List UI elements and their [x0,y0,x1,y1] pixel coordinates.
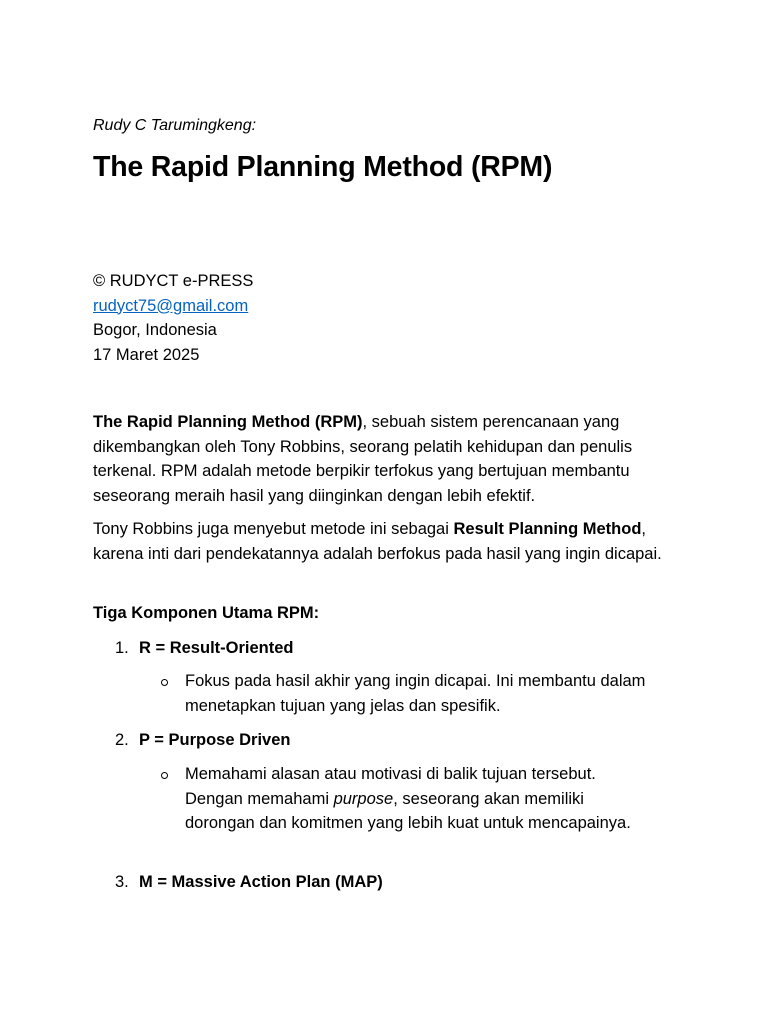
sub-bullet-pre: Memahami alasan atau motivasi di balik tujuan tersebut. Dengan memahami [185,765,596,808]
list-label: P = Purpose Driven [139,731,291,749]
section-heading: Tiga Komponen Utama RPM: [93,604,320,622]
second-text: , karena inti dari pendekatannya adalah berfokus pada hasil yang ingin dicapai. [93,520,662,563]
author-line: Rudy C Tarumingkeng: [93,117,257,134]
page-title: The Rapid Planning Method (RPM) [93,151,553,183]
location-line: Bogor, Indonesia [93,321,217,339]
intro-paragraph [93,410,683,508]
sub-bullet-text: Fokus pada hasil akhir yang ingin dicapai. Ini membantu dalam menetapkan tujuan yang jelas dan spesifik. [185,672,646,715]
list-number: 3. [115,873,129,891]
second-paragraph [93,517,683,566]
intro-bold-term: The Rapid Planning Method (RPM) [93,413,363,431]
sub-bullet-text [185,762,655,836]
circle-bullet-icon [161,679,168,686]
sub-bullet-rest: , seseorang akan memiliki dorongan dan komitmen yang lebih kuat untuk mencapainya. [185,789,631,832]
list-number: 2. [115,731,129,749]
email-link[interactable]: rudyct75@gmail.com [93,296,249,315]
second-bold-term: Result Planning Method [453,520,642,538]
publication-info [93,269,253,367]
list-label: M = Massive Action Plan (MAP) [139,873,383,891]
purpose-emphasis: purpose [333,789,394,808]
list-label: R = Result-Oriented [139,639,294,657]
copyright-line: © RUDYCT e-PRESS [93,272,254,290]
circle-bullet-icon [161,772,168,779]
second-pre-text: Tony Robbins juga menyebut metode ini sebagai [93,520,454,538]
list-number: 1. [115,639,129,657]
date-line: 17 Maret 2025 [93,345,200,364]
intro-text: , sebuah sistem perencanaan yang dikembangkan oleh Tony Robbins, seorang pelatih kehidupan dan penulis terkenal. RPM adalah metode berpikir terfokus yang bertujuan membantu seseorang meraih hasil yang diinginkan dengan lebih efektif. [93,413,633,505]
